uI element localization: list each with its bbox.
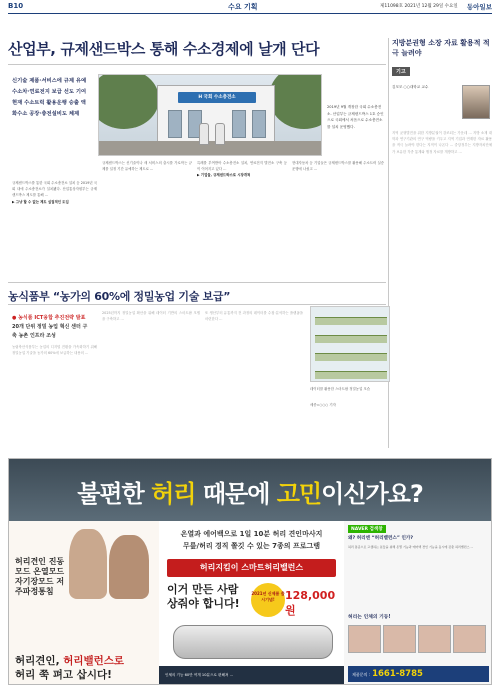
article2-deck: ● 농식품 ICT융합 추진전략 발표 20개 단위 정밀 농업 혁신 센터 구축 농촌 인프라 조성 xyxy=(12,315,88,339)
article2-headline: 농식품부 “농가의 60%에 정밀농업 기술 보급” xyxy=(8,290,231,303)
smart-farm-photo xyxy=(310,306,390,382)
ad-hook: 이거 만든 사람 상줘야 합니다! xyxy=(167,583,240,610)
article1-column-4: 현대자동차 등 기업들은 규제샌드박스를 활용해 수소트럭 실증 운행에 나섰고 ... xyxy=(292,161,384,172)
article2-column-2: 2025년까지 정밀농업 확산을 위해 데이터 기반의 스마트팜 모델을 구축하고 ... xyxy=(102,311,200,322)
ad-feature-line-2: 무릎/허리 경직 쫄깃 수 있는 7종의 프로그램 xyxy=(182,542,320,550)
article1-photo-caption: 2019년 9월 개장한 국회 수소충전소. 산업부는 규제샌드박스 1호 승인으로 국회에서 처음으로 수소충전소를 설치 운영했다. xyxy=(327,105,384,129)
naver-search-tag: NAVER 검색창 xyxy=(348,525,386,533)
ad-body-text: 허리 통증으로 고생하는 분들을 위해 온열 기능과 에어백 견인 기능을 동시에 갖춘 허리밸런스 ... xyxy=(348,545,474,549)
product-name: 허리지킴이 스마트허리밸런스 xyxy=(167,559,336,577)
divider xyxy=(8,304,386,305)
divider xyxy=(8,282,386,283)
article1-column-2: 규제샌드박스는 신기술이나 새 서비스의 출시를 가로막는 규제를 일정 기간 유예하는 제도로 ... xyxy=(102,161,192,172)
ad-right-panel xyxy=(344,521,492,685)
ad-feature-line-1: 온열과 에어백으로 1일 10분 허리 견인마사지 xyxy=(180,530,323,538)
author-name: 김모모 ○○대학교 교수 xyxy=(392,85,429,89)
launch-badge: 2021년 신제품 출시기념! xyxy=(251,583,285,617)
station-sign: H 국회 수소충전소 xyxy=(198,95,236,100)
feature-list: 허리견인 진동모드 온열모드 자기장모드 저주파정통침 xyxy=(15,557,65,596)
article2-photo-caption: 데이터를 활용한 스마트팜 정밀농업 모습 xyxy=(310,387,370,391)
page-number: B10 xyxy=(8,2,24,10)
article1-headline: 산업부, 규제샌드박스 통해 수소경제에 날개 단다 xyxy=(8,40,320,58)
opinion-title: 지방분권형 소장 자료 활용적 적극 늘려야 xyxy=(392,39,490,57)
article2-byline: 세종=○○○ 기자 xyxy=(310,403,336,407)
ad-subheading: 허리는 인체의 기둥! xyxy=(348,615,391,620)
subhead: ▶ 그냥 할 수 없는 제도 실질적인 도입 xyxy=(12,199,69,204)
ad-thumbnails xyxy=(348,625,489,655)
author-avatar xyxy=(462,85,490,119)
model-photo xyxy=(109,535,149,599)
article1-lead: 신기술 제품·서비스에 규제 유예 수소차·연료전지 보급 선도 기여 현재 수소트럭 활용운행 승출 액화수소 공장·충전설비도 체제 xyxy=(12,78,87,117)
newspaper-brand: 동아일보 xyxy=(466,3,492,11)
article2-column-1: 농림축산식품부는 농업의 디지털 전환을 가속화하기 위해 정밀농업 기술을 농가의 60%에 보급하는 내용의 ... xyxy=(12,345,97,356)
divider xyxy=(8,64,386,65)
page-header xyxy=(8,2,492,14)
product-image xyxy=(173,625,333,659)
product-price: 128,000원 xyxy=(285,589,336,617)
ad-bottom-strip: 인체의 기능 60만 여개 10분으로 편해져 ... xyxy=(159,666,344,685)
opinion-sidebar xyxy=(392,38,492,154)
contact-phone[interactable]: 제품문의 : 1661-8785 xyxy=(348,666,489,682)
article1-column-1: 규제샌드박스를 통한 국회 수소충전소 설치 등 2019년 국회 내에 수소충전소가 설치됐다. 산업통상자원부는 규제샌드박스 제도를 통해 ... ▶ 그냥 할 수 없는 제도 실질적인 도입 xyxy=(12,181,97,204)
hydrogen-station-photo xyxy=(98,74,322,156)
ad-question: 왜? 허리엔 “허리밸런스” 인가? xyxy=(348,536,413,541)
article2-column-3: 또 생산부터 유통까지 전 과정의 데이터를 수집·분석하는 플랫폼을 마련한다 ... xyxy=(205,311,303,322)
advertisement xyxy=(8,458,492,685)
issue-date: 제11098호 2021년 12월 29일 수요일 xyxy=(380,4,458,9)
ad-left-panel xyxy=(9,521,159,685)
section-title: 수요 기획 xyxy=(228,3,258,11)
ad-middle-panel xyxy=(159,521,344,685)
model-photo xyxy=(69,529,107,599)
article1-column-3: 특례를 부여받아 수소충전소 설치, 연료전지 발전소 구축 등이 이어지고 있다 ... ▶ 기업들, 규제샌드박스로 시장개척 xyxy=(197,161,287,178)
ad-headline: 불편한 허리 때문에 고민이신가요? xyxy=(77,480,423,508)
ad-slogan: 허리견인, 허리밸런스로 허리 쭉 펴고 삽시다! xyxy=(15,655,125,681)
subhead: ▶ 기업들, 규제샌드박스로 시장개척 xyxy=(197,173,251,178)
opinion-tag: 기고 xyxy=(392,67,410,76)
opinion-body: 지역 균형발전을 위한 지방분권이 강조되는 가운데 ... 지방 소재 대학과 연구기관의 연구 역량을 키우고 지역 기업과 연계한 자료 활용을 적극 늘려야 한다는 지적이 나온다 ... 중앙정부는 지방자치단체가 보유한 각종 통계와 행정 자료를 개방하고 ... xyxy=(392,131,492,154)
ad-banner xyxy=(9,459,491,521)
